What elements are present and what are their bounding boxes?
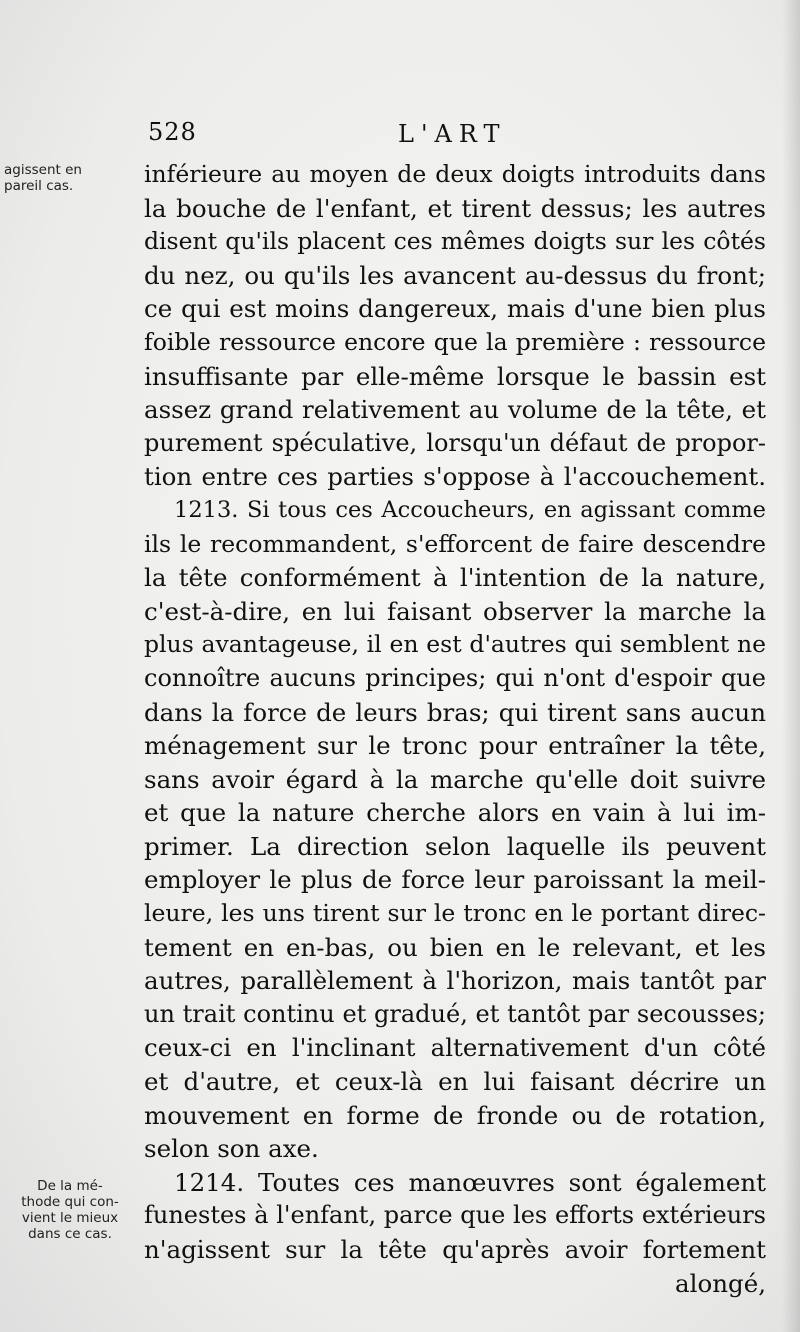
- margin-note-line: agissent en: [4, 162, 82, 178]
- margin-note-line: thode qui con-: [21, 1194, 119, 1210]
- text-line: plus avantageuse, il en est d'autres qui semblent ne: [144, 630, 766, 659]
- running-title: L'ART: [398, 120, 507, 148]
- text-line: insuffisante par elle-même lorsque le bassin est: [144, 361, 766, 391]
- text-line: sans avoir égard à la marche qu'elle doit suivre: [144, 764, 766, 794]
- margin-note-line: vient le mieux: [21, 1210, 119, 1226]
- text-line: et d'autre, et ceux-là en lui faisant décrire un: [144, 1067, 766, 1097]
- margin-note-line: pareil cas.: [4, 178, 74, 194]
- text-line: foible ressource encore que la première : ressource: [144, 327, 766, 356]
- catchword: alongé,: [675, 1268, 766, 1298]
- page-number: 528: [148, 118, 197, 146]
- text-line: c'est-à-dire, en lui faisant observer la marche la: [144, 596, 766, 626]
- text-line: ménagement sur le tronc pour entraîner la tête,: [144, 731, 766, 761]
- margin-note-methode: [2, 1178, 138, 1242]
- text-line: leure, les uns tirent sur le tronc en le portant direc-: [144, 899, 766, 928]
- text-line: tement en en-bas, ou bien en le relevant, et les: [144, 932, 766, 962]
- margin-note-line: De la mé-: [37, 1178, 103, 1194]
- text-line: un trait continu et gradué, et tantôt par secousses;: [144, 999, 766, 1028]
- text-line: funestes à l'enfant, parce que les efforts extérieurs: [144, 1201, 766, 1230]
- margin-note-agissent: [4, 162, 136, 194]
- text-line: ils le recommandent, s'efforcent de faire descendre: [144, 529, 766, 558]
- text-line: disent qu'ils placent ces mêmes doigts sur les côtés: [144, 227, 766, 256]
- paragraph-start-1213: 1213. Si tous ces Accoucheurs, en agissant comme: [174, 496, 766, 523]
- text-line: n'agissent sur la tête qu'après avoir fortement: [144, 1235, 766, 1264]
- paragraph-start-1214: 1214. Toutes ces manœuvres sont également: [174, 1167, 766, 1197]
- text-line: purement spéculative, lorsqu'un défaut de propor-: [144, 428, 766, 457]
- text-line: mouvement en forme de fronde ou de rotation,: [144, 1100, 766, 1130]
- text-line: selon son axe.: [144, 1134, 319, 1164]
- text-line: employer le plus de force leur paroissant la meil-: [144, 865, 766, 895]
- text-line: ceux-ci en l'inclinant alternativement d'un côté: [144, 1033, 766, 1063]
- text-line: assez grand relativement au volume de la tête, et: [144, 395, 766, 425]
- text-line: connoître aucuns principes; qui n'ont d'espoir que: [144, 663, 766, 692]
- text-line: du nez, ou qu'ils les avancent au-dessus du front;: [144, 260, 766, 290]
- text-line: dans la force de leurs bras; qui tirent sans aucun: [144, 697, 766, 727]
- text-line: et que la nature cherche alors en vain à lui im-: [144, 798, 766, 828]
- text-line: inférieure au moyen de deux doigts introduits dans: [144, 160, 766, 188]
- text-line: autres, parallèlement à l'horizon, mais tantôt par: [144, 966, 766, 996]
- text-line: la bouche de l'enfant, et tirent dessus; les autres: [144, 193, 766, 223]
- body-text: [144, 158, 766, 1300]
- margin-note-line: dans ce cas.: [28, 1226, 112, 1242]
- text-line: ce qui est moins dangereux, mais d'une bien plus: [144, 294, 766, 324]
- text-line: tion entre ces parties s'oppose à l'accouchement.: [144, 462, 766, 492]
- text-line: la tête conformément à l'intention de la nature,: [144, 563, 766, 593]
- text-line: primer. La direction selon laquelle ils peuvent: [144, 831, 766, 861]
